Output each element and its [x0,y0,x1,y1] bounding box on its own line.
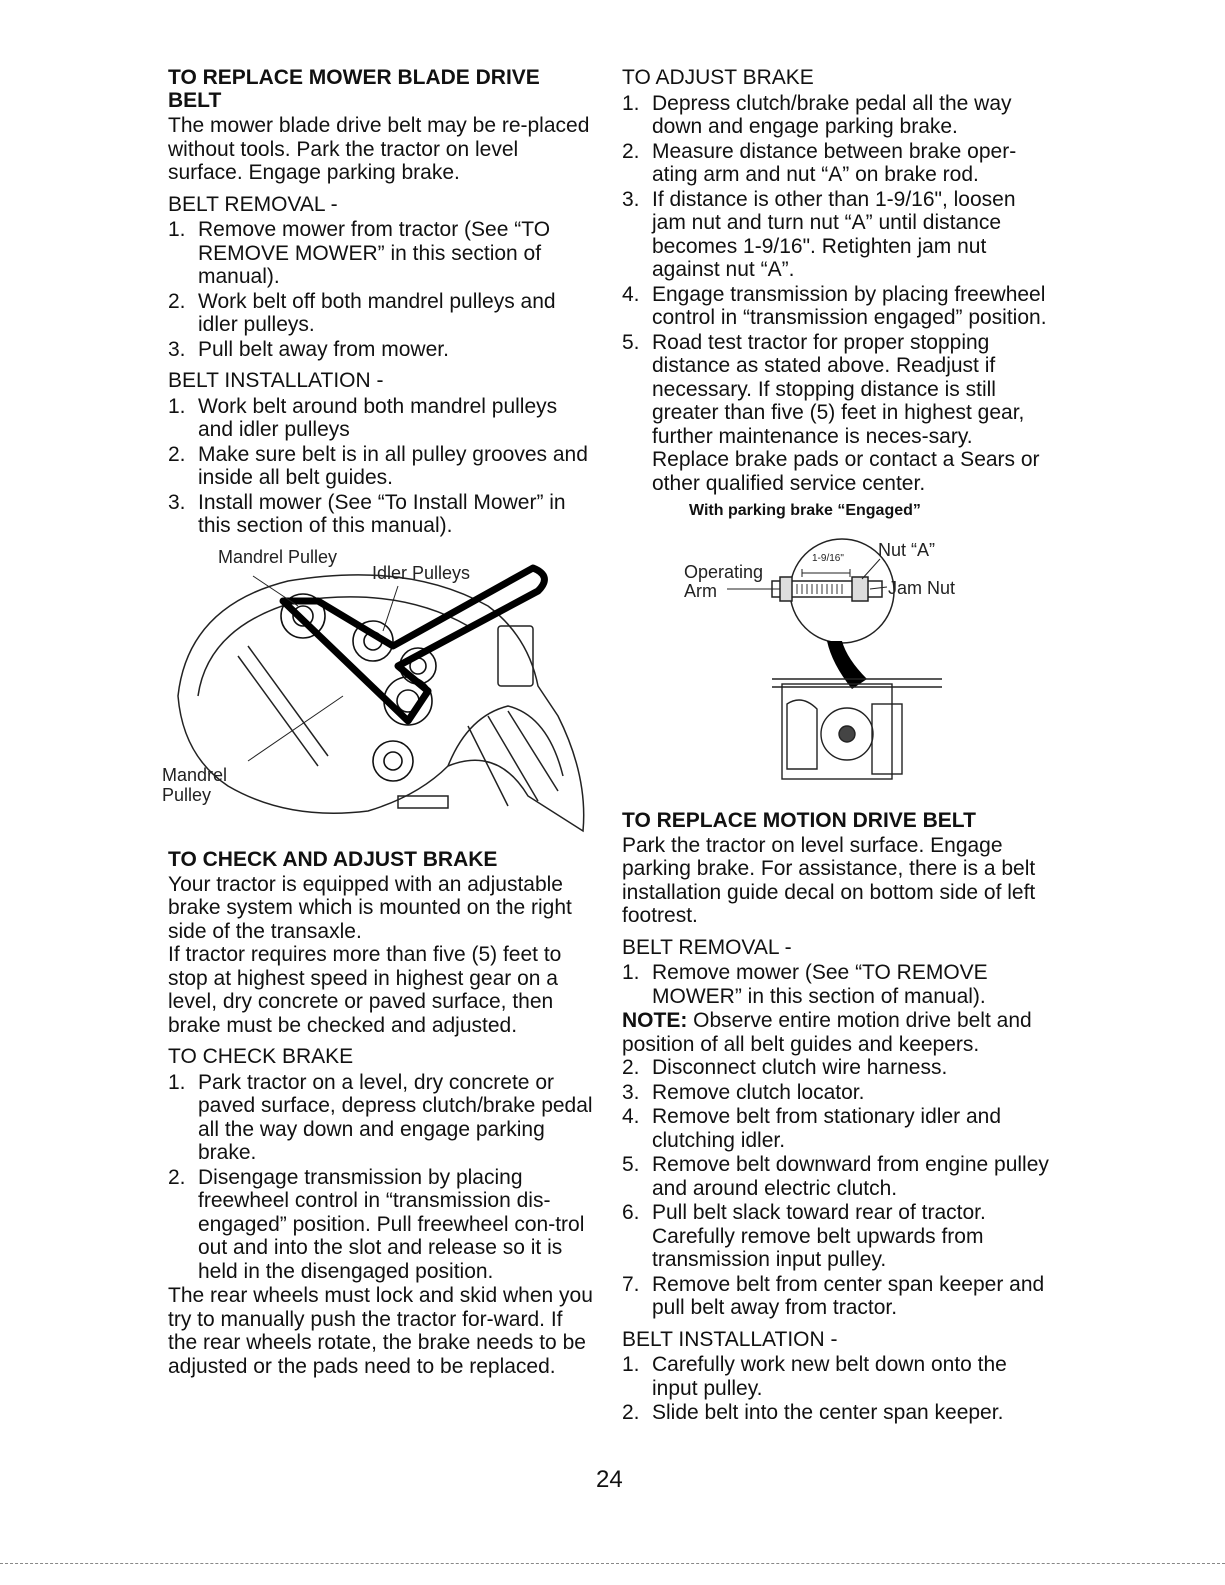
label-operating: Operating [684,561,764,582]
motion-belt-title: TO REPLACE MOTION DRIVE BELT [622,808,976,832]
list-item: 1. Depress clutch/brake pedal all the way down and engage parking brake. [622,91,1012,138]
motion-belt-intro: Park the tractor on level surface. Engage parking brake. For assistance, there is a belt installation guide decal on bottom side of left footrest. [622,833,1036,927]
label-nut-a: Nut “A” [878,539,936,560]
list-item: 1. Carefully work new belt down onto the input pulley. [622,1353,1007,1400]
list-item: 2. Work belt off both mandrel pulleys and idler pulleys. [168,289,556,336]
check-brake-list [168,1071,593,1284]
list-item: 1. Work belt around both mandrel pulleys and idler pulleys [168,394,558,441]
note-paragraph [622,1009,1052,1056]
list-item: 2. Make sure belt is in all pulley grooves and inside all belt guides. [168,442,588,489]
label-mandrel-pulley-top: Mandrel Pulley [218,546,338,567]
blade-belt-intro: The mower blade drive belt may be re-placed without tools. Park the tractor on level surface. Engage parking brake. [168,114,590,184]
label-pulley: Pulley [162,784,212,805]
blade-belt-title: TO REPLACE MOWER BLADE DRIVE BELT [168,66,540,112]
check-outro: The rear wheels must lock and skid when you try to manually push the tractor for-ward. If the rear wheels rotate, the brake needs to be adjusted or the pads need to be replaced. [168,1284,593,1378]
motion-removal-list-2 [622,1056,1052,1320]
belt-installation-list [168,395,593,538]
note-label: NOTE: [622,1009,688,1032]
list-item: 1. Remove mower from tractor (See “TO REMOVE MOWER” in this section of manual). [168,218,551,288]
belt-removal-list [168,218,593,361]
list-item: 4. Remove belt from stationary idler and clutching idler. [622,1105,1001,1152]
motion-installation-list [622,1353,1052,1425]
list-item: 3. Pull belt away from mower. [168,337,449,361]
belt-installation-heading: BELT INSTALLATION - [168,369,384,392]
label-idler-pulleys: Idler Pulleys [372,562,471,583]
belt-removal-heading: BELT REMOVAL - [168,192,338,216]
figure-caption: With parking brake “Engaged” [689,502,921,519]
check-intro-1: Your tractor is equipped with an adjustable brake system which is mounted on the right side of the transaxle. [168,872,572,943]
motion-removal-list-1 [622,961,1052,1008]
list-item: 4. Engage transmission by placing freewheel control in “transmission engaged” position. [622,282,1047,329]
list-item: 3. If distance is other than 1-9/16", loosen jam nut and turn nut “A” until distance becomes 1-9/16". Retighten jam nut against nut “A”. [622,187,1016,281]
list-item: 2. Disengage transmission by placing freewheel control in “transmission dis-engaged” position. Pull freewheel con-trol out and into the slot and release so it is held in the disengaged position. [168,1165,585,1283]
check-adjust-brake-title: TO CHECK AND ADJUST BRAKE [168,847,498,871]
label-jam-nut: Jam Nut [888,577,956,598]
list-item: 7. Remove belt from center span keeper and pull belt away from tractor. [622,1272,1045,1319]
adjust-brake-list [622,92,1052,496]
note-text: Observe entire motion drive belt and position of all belt guides and keepers. [622,1009,1032,1056]
check-intro-2: If tractor requires more than five (5) feet to stop at highest speed in highest gear on a level, dry concrete or paved surface, then brake must be checked and adjusted. [168,943,562,1037]
check-brake-heading: TO CHECK BRAKE [168,1045,354,1068]
label-arm: Arm [684,580,717,601]
list-item: 5. Remove belt downward from engine pulley and around electric clutch. [622,1153,1049,1200]
list-item: 3. Remove clutch locator. [622,1080,865,1104]
adjust-brake-heading: TO ADJUST BRAKE [622,66,814,89]
mower-deck-diagram [162,546,593,846]
list-item: 1. Park tractor on a level, dry concrete or paved surface, depress clutch/brake pedal all the way down and engage parking brake. [168,1070,593,1164]
label-mandrel: Mandrel [162,764,228,785]
list-item: 2. Measure distance between brake oper-ating arm and nut “A” on brake rod. [622,139,1017,186]
left-column [162,66,593,1386]
list-item: 2. Slide belt into the center span keeper. [622,1401,1004,1424]
mower-deck-drawing [168,546,593,846]
page-number: 24 [596,1466,623,1493]
motion-installation-heading: BELT INSTALLATION - [622,1327,838,1351]
list-item: 5. Road test tractor for proper stopping distance as stated above. Readjust if necessary. If stopping distance is still greater than five (5) feet in highest gear, further maintenance is neces-sary. Replace brake pads or contact a Sears or other qualified service center. [622,330,1040,495]
brake-diagram [622,529,1052,799]
right-column [622,66,1052,1433]
list-item: 6. Pull belt slack toward rear of tractor. Carefully remove belt upwards from transmission input pulley. [622,1201,986,1271]
list-item: 1. Remove mower (See “TO REMOVE MOWER” in this section of manual). [622,961,988,1008]
label-dimension: 1-9/16" [812,552,844,564]
motion-removal-heading: BELT REMOVAL - [622,935,792,959]
bottom-rule [0,1563,1225,1564]
list-item: 2. Disconnect clutch wire harness. [622,1056,948,1079]
list-item: 3. Install mower (See “To Install Mower” in this section of this manual). [168,490,566,537]
